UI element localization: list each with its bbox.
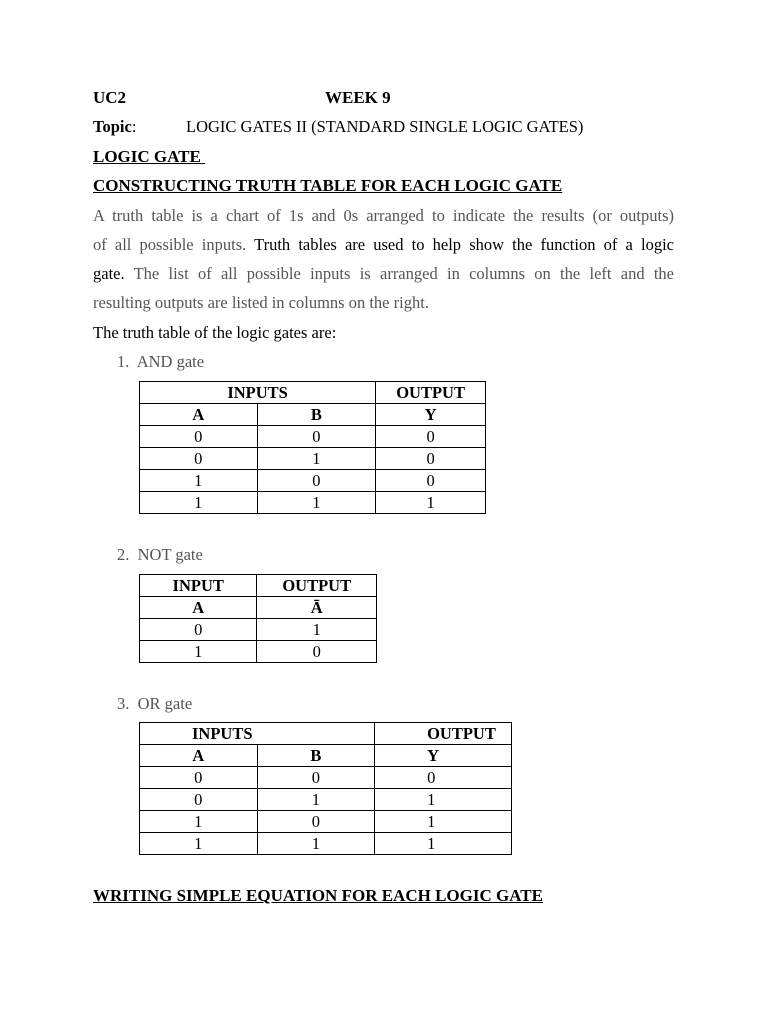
table-row <box>140 470 486 492</box>
topic-text: LOGIC GATES II (STANDARD SINGLE LOGIC GATES) <box>186 117 584 136</box>
unit-code: UC2 <box>93 88 127 107</box>
table-row <box>140 811 512 833</box>
or-gate-label: 3. OR gate <box>117 694 193 713</box>
cell: 1 <box>257 492 376 514</box>
not-output-header: OUTPUT <box>257 575 377 597</box>
table-row <box>140 426 486 448</box>
not-col-a: A <box>140 597 257 619</box>
topic-colon: : <box>131 117 137 136</box>
cell: 1 <box>375 833 512 855</box>
cell: 0 <box>140 619 257 641</box>
cell: 1 <box>375 789 512 811</box>
cell: 1 <box>140 811 258 833</box>
paragraph-line-2b: Truth tables are used to help show the function of a logic <box>254 235 674 254</box>
cell: 1 <box>257 619 377 641</box>
week-label: WEEK 9 <box>325 88 391 107</box>
paragraph-line-3b: The list of all possible inputs is arranged in columns on the left and the <box>124 264 674 283</box>
cell: 1 <box>375 811 512 833</box>
paragraph-line-4: resulting outputs are listed in columns on the right. <box>93 293 429 312</box>
table-row <box>140 767 512 789</box>
and-col-a: A <box>140 404 258 426</box>
cell: 1 <box>257 789 375 811</box>
paragraph-line-1: A truth table is a chart of 1s and 0s arranged to indicate the results (or outputs) <box>93 206 674 225</box>
or-col-b: B <box>257 745 375 767</box>
cell: 1 <box>140 470 258 492</box>
table-row <box>140 833 512 855</box>
table-row <box>140 492 486 514</box>
table-row <box>140 448 486 470</box>
table-row <box>140 789 512 811</box>
or-col-a: A <box>140 745 258 767</box>
topic-label: Topic <box>93 117 132 136</box>
cell: 0 <box>376 426 486 448</box>
cell: 0 <box>140 448 258 470</box>
or-output-header: OUTPUT <box>375 723 512 745</box>
not-gate-label: 2. NOT gate <box>117 545 203 564</box>
cell: 0 <box>140 789 258 811</box>
table-row <box>140 641 377 663</box>
cell: 0 <box>140 426 258 448</box>
cell: 0 <box>257 767 375 789</box>
cell: 0 <box>257 470 376 492</box>
heading-truth-table: CONSTRUCTING TRUTH TABLE FOR EACH LOGIC GATE <box>93 176 563 195</box>
paragraph-line-2a: of all possible inputs. <box>93 235 255 254</box>
and-col-y: Y <box>376 404 486 426</box>
and-inputs-header: INPUTS <box>140 382 376 404</box>
cell: 0 <box>376 470 486 492</box>
cell: 0 <box>257 426 376 448</box>
cell: 0 <box>375 767 512 789</box>
and-truth-table <box>139 381 486 514</box>
not-col-abar: Ā <box>257 597 377 619</box>
cell: 1 <box>140 641 257 663</box>
topic-row <box>93 117 136 137</box>
intro-text: The truth table of the logic gates are: <box>93 323 337 342</box>
cell: 0 <box>257 641 377 663</box>
cell: 0 <box>140 767 258 789</box>
or-col-y: Y <box>375 745 512 767</box>
cell: 0 <box>257 811 375 833</box>
table-row <box>140 619 377 641</box>
cell: 1 <box>140 492 258 514</box>
and-gate-label: 1. AND gate <box>117 352 205 371</box>
and-output-header: OUTPUT <box>376 382 486 404</box>
not-truth-table <box>139 574 377 663</box>
and-col-b: B <box>257 404 376 426</box>
not-input-header: INPUT <box>140 575 257 597</box>
cell: 1 <box>257 448 376 470</box>
paragraph-line-3a: gate. <box>93 264 125 283</box>
or-inputs-header: INPUTS <box>140 723 375 745</box>
heading-writing-equation: WRITING SIMPLE EQUATION FOR EACH LOGIC GATE <box>93 886 543 905</box>
paragraph-line-2 <box>93 235 674 255</box>
or-truth-table <box>139 722 512 855</box>
heading-logic-gate: LOGIC GATE <box>93 147 206 166</box>
cell: 1 <box>257 833 375 855</box>
paragraph-line-3 <box>93 264 674 284</box>
cell: 0 <box>376 448 486 470</box>
cell: 1 <box>376 492 486 514</box>
cell: 1 <box>140 833 258 855</box>
